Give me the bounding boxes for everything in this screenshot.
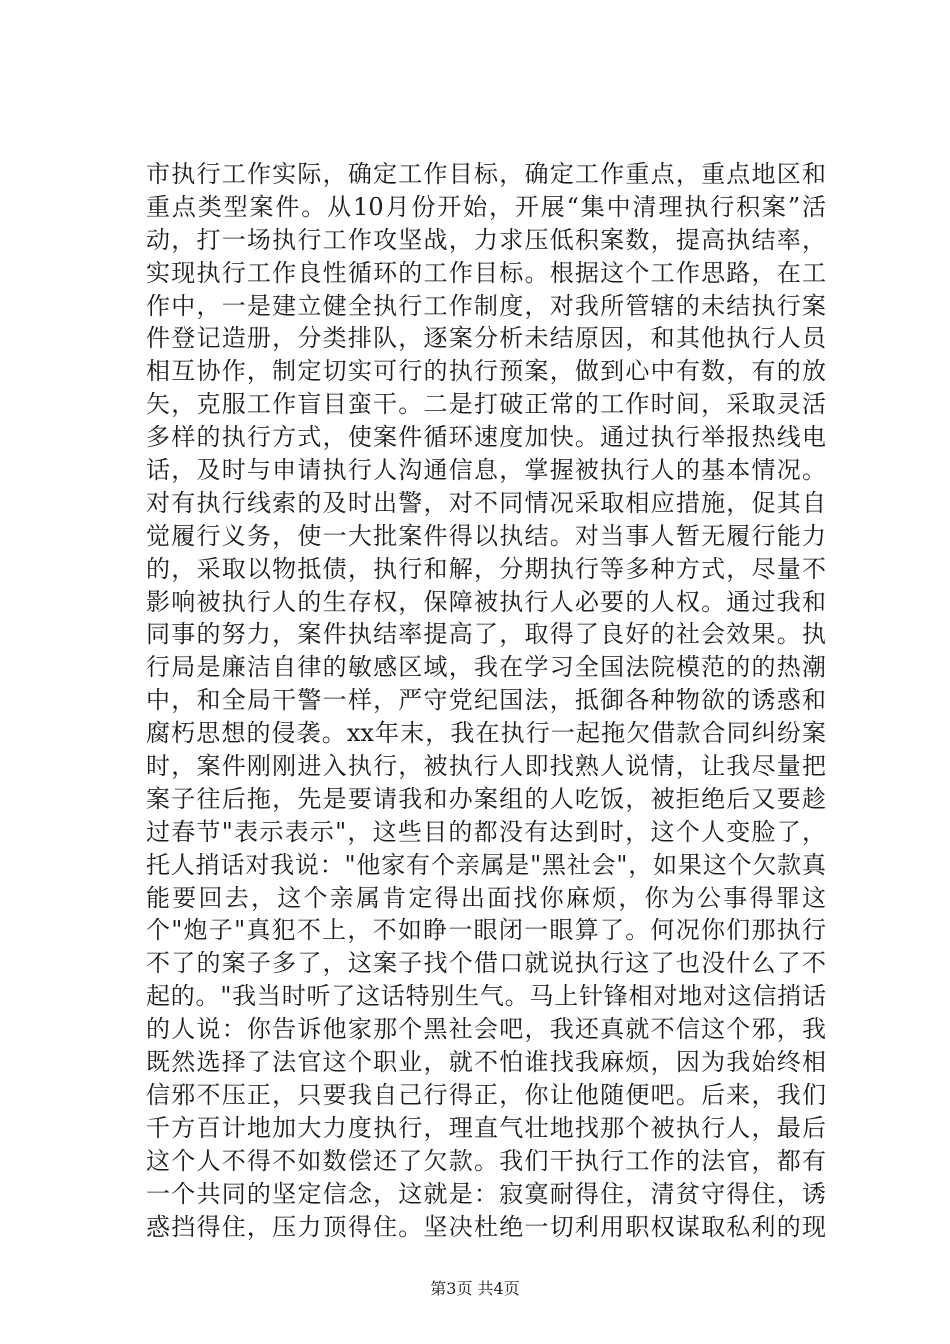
body-text <box>146 158 826 1243</box>
text-line: 案子往后拖，先是要请我和办案组的人吃饭，被拒绝后又要趁 <box>146 784 826 813</box>
text-line: 不了的案子多了，这案子找个借口就说执行这了也没什么了不 <box>146 949 826 978</box>
text-line: 话，及时与申请执行人沟通信息，掌握被执行人的基本情况。 <box>146 456 826 485</box>
text-line: 动，打一场执行工作攻坚战，力求压低积案数，提高执结率， <box>146 225 826 254</box>
text-line: 一个共同的坚定信念，这就是：寂寞耐得住，清贫守得住，诱 <box>146 1179 826 1208</box>
text-line: 起的。"我当时听了这话特别生气。马上针锋相对地对这信捎话 <box>146 982 826 1011</box>
text-line: 觉履行义务，使一大批案件得以执结。对当事人暂无履行能力 <box>146 521 826 550</box>
text-line: 的人说：你告诉他家那个黑社会吧，我还真就不信这个邪，我 <box>146 1015 826 1044</box>
text-line: 件登记造册，分类排队，逐案分析未结原因，和其他执行人员 <box>146 324 826 353</box>
text-line: 多样的执行方式，使案件循环速度加快。通过执行举报热线电 <box>146 423 826 452</box>
text-line: 影响被执行人的生存权，保障被执行人必要的人权。通过我和 <box>146 587 826 616</box>
text-line: 能要回去，这个亲属肯定得出面找你麻烦，你为公事得罪这 <box>146 883 826 912</box>
text-line: 这个人不得不如数偿还了欠款。我们干执行工作的法官，都有 <box>146 1146 826 1175</box>
text-line: 同事的努力，案件执结率提高了，取得了良好的社会效果。执 <box>146 620 826 649</box>
text-line: 市执行工作实际，确定工作目标，确定工作重点，重点地区和 <box>146 160 826 188</box>
text-line: 实现执行工作良性循环的工作目标。根据这个工作思路，在工 <box>146 258 826 287</box>
text-line: 过春节"表示表示"，这些目的都没有达到时，这个人变脸了， <box>146 817 826 846</box>
text-line: 时，案件刚刚进入执行，被执行人即找熟人说情，让我尽量把 <box>146 752 826 781</box>
text-line: 行局是廉洁自律的敏感区域，我在学习全国法院模范的的热潮 <box>146 653 826 682</box>
text-line: 信邪不压正，只要我自己行得正，你让他随便吧。后来，我们 <box>146 1080 826 1109</box>
text-line: 托人捎话对我说："他家有个亲属是"黑社会"，如果这个欠款真 <box>146 850 826 879</box>
text-line: 重点类型案件。从10月份开始，开展“集中清理执行积案”活 <box>146 192 826 221</box>
text-line: 相互协作，制定切实可行的执行预案，做到心中有数，有的放 <box>146 357 826 386</box>
page-footer: 第3页 共4页 <box>430 1279 520 1298</box>
text-line: 作中，一是建立健全执行工作制度，对我所管辖的未结执行案 <box>146 291 826 320</box>
text-line: 腐朽思想的侵袭。xx年末，我在执行一起拖欠借款合同纠纷案 <box>146 719 826 748</box>
text-line: 矢，克服工作盲目蛮干。二是打破正常的工作时间，采取灵活 <box>146 390 826 419</box>
text-line: 对有执行线索的及时出警，对不同情况采取相应措施，促其自 <box>146 488 826 517</box>
text-line: 的，采取以物抵债，执行和解，分期执行等多种方式，尽量不 <box>146 554 826 583</box>
text-line: 千方百计地加大力度执行，理直气壮地找那个被执行人，最后 <box>146 1113 826 1142</box>
text-line: 既然选择了法官这个职业，就不怕谁找我麻烦，因为我始终相 <box>146 1048 826 1077</box>
text-line: 个"炮子"真犯不上，不如睁一眼闭一眼算了。何况你们那执行 <box>146 916 826 945</box>
text-line: 中，和全局干警一样，严守党纪国法，抵御各种物欲的诱惑和 <box>146 686 826 715</box>
text-line: 惑挡得住，压力顶得住。坚决杜绝一切利用职权谋取私利的现 <box>146 1212 826 1241</box>
